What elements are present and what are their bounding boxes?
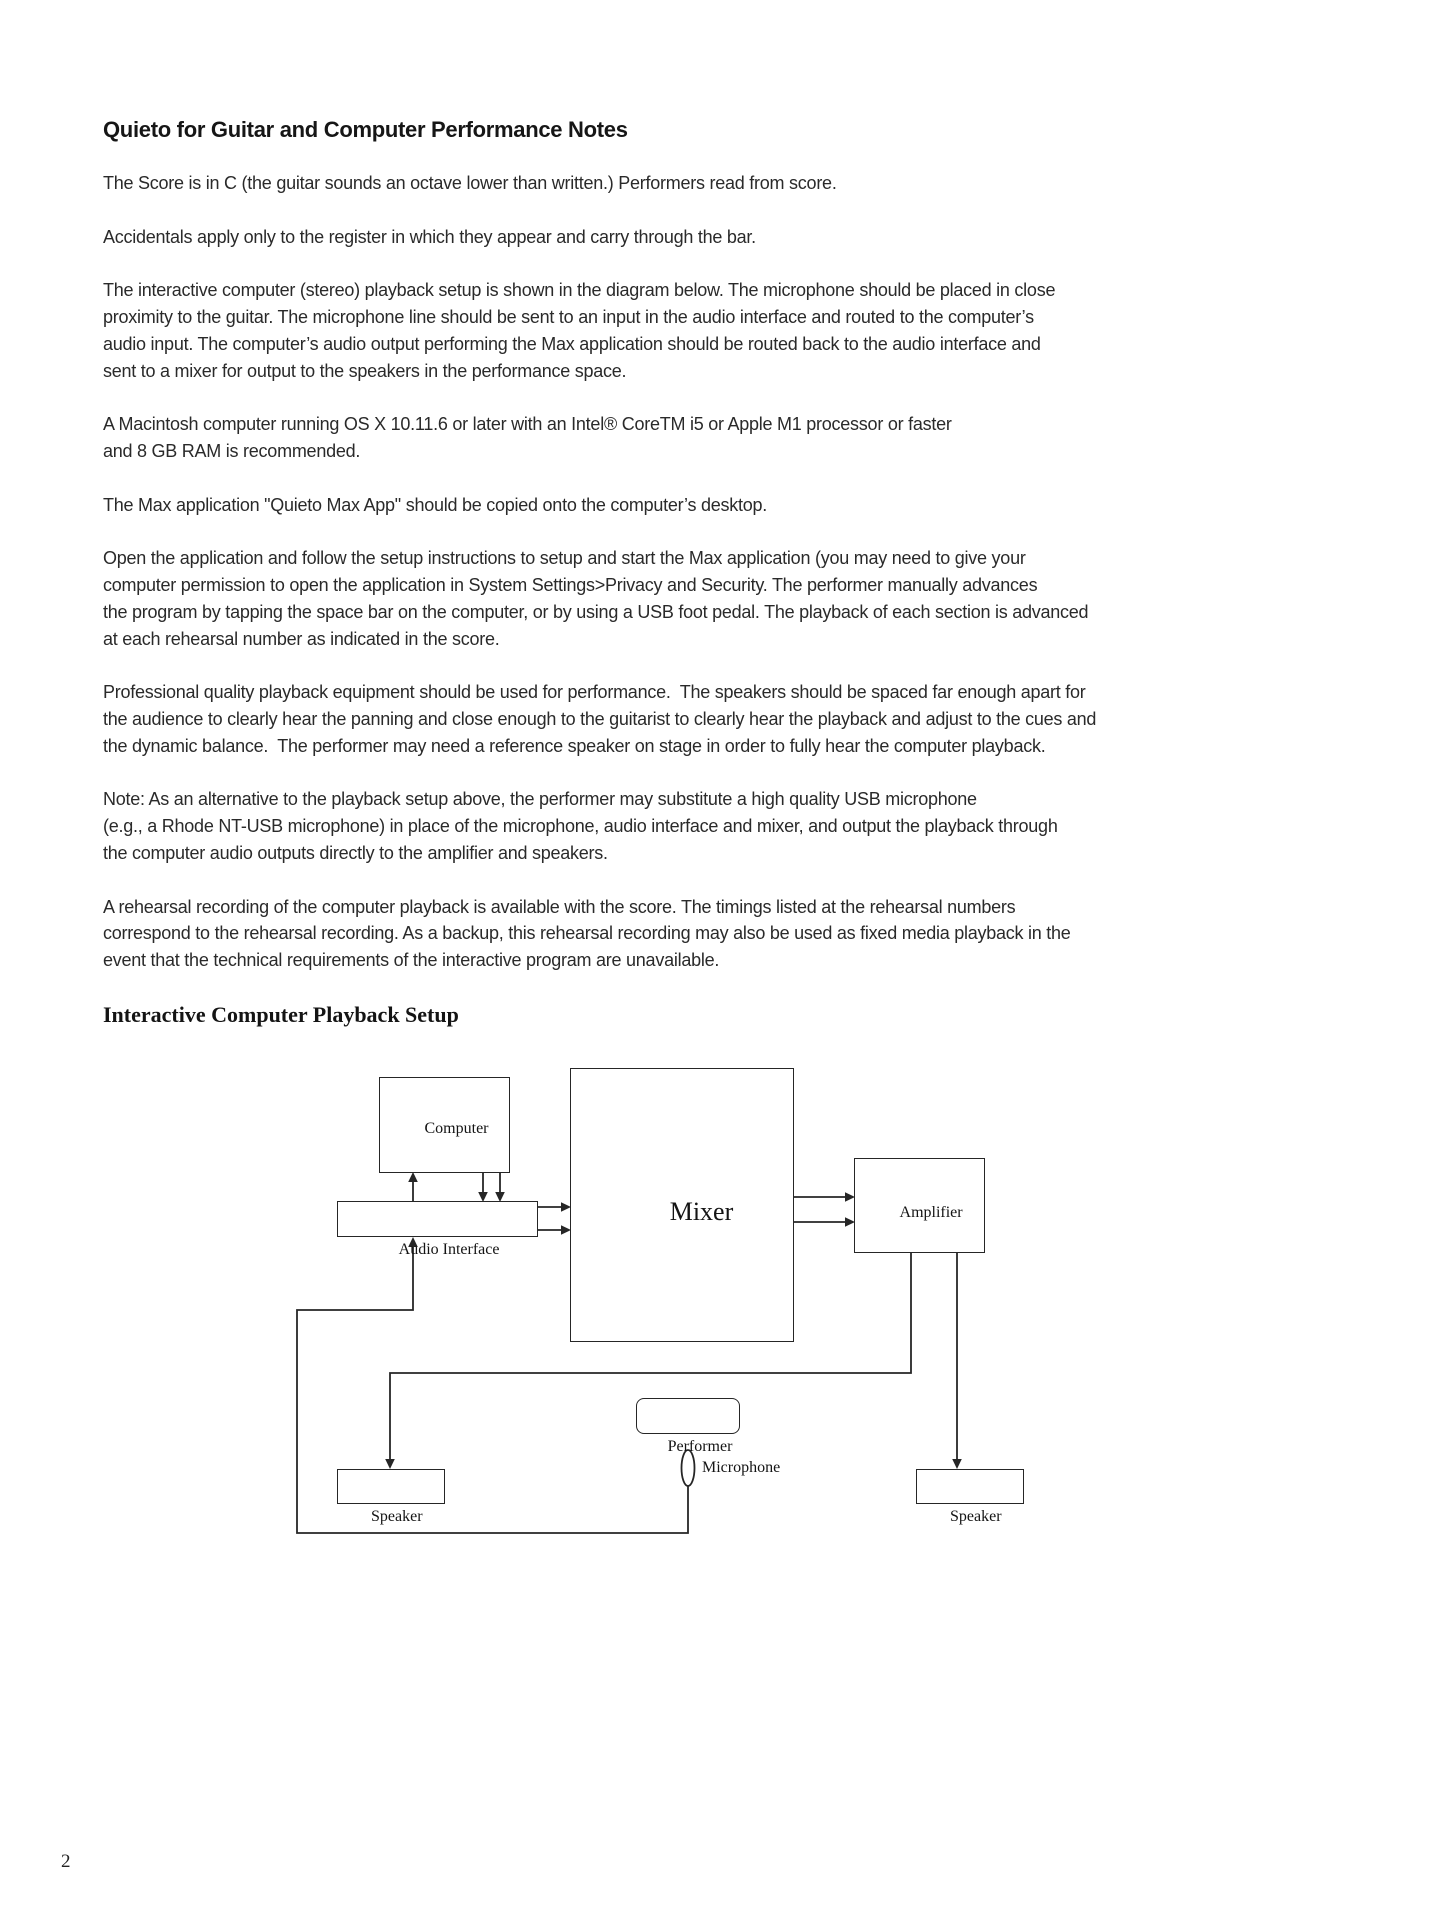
text-line: Open the application and follow the setup instructions to setup and start the Max application (you may need to give your	[103, 548, 1026, 569]
page-number: 2	[61, 1851, 71, 1872]
speaker-right-box	[916, 1469, 1024, 1525]
text-line: the computer audio outputs directly to the amplifier and speakers.	[103, 842, 608, 863]
text-line: A Macintosh computer running OS X 10.11.6 or later with an Intel® CoreTM i5 or Apple M1 processor or faster	[103, 414, 952, 435]
playback-setup-diagram	[0, 1050, 1445, 1630]
paragraph-equipment	[103, 679, 1133, 759]
performer-label: Performer	[667, 1438, 733, 1455]
text-line: The Score is in C (the guitar sounds an octave lower than written.) Performers read from score.	[103, 173, 837, 193]
text-line: correspond to the rehearsal recording. As a backup, this rehearsal recording may also be used as fixed media playback in the	[103, 923, 1071, 944]
speaker-right-label: Speaker	[950, 1508, 1002, 1525]
text-line: event that the technical requirements of the interactive program are unavailable.	[103, 950, 720, 971]
text-line: computer permission to open the application in System Settings>Privacy and Security. The performer manually advances	[103, 574, 1038, 595]
text-line: The Max application "Quieto Max App" should be copied onto the computer’s desktop.	[103, 494, 768, 515]
paragraph-rehearsal-recording	[103, 894, 1133, 974]
paragraph-setup	[103, 277, 1133, 384]
text-line: at each rehearsal number as indicated in the score.	[103, 628, 500, 649]
paragraph-requirements	[103, 411, 1133, 465]
text-line: the program by tapping the space bar on the computer, or by using a USB foot pedal. The playback of each section is advanced	[103, 601, 1089, 622]
performer-box	[636, 1398, 740, 1455]
text-line: the dynamic balance. The performer may need a reference speaker on stage in order to fully hear the computer playback.	[103, 735, 1046, 756]
text-line: proximity to the guitar. The microphone line should be sent to an input in the audio interface and routed to the computer’s	[103, 306, 1034, 327]
arrowhead-down-icon	[385, 1459, 395, 1469]
speaker-left-label: Speaker	[371, 1508, 423, 1525]
amplifier-box	[854, 1158, 985, 1253]
text-line: Note: As an alternative to the playback setup above, the performer may substitute a high quality USB microphone	[103, 789, 977, 810]
text-line: audio input. The computer’s audio output performing the Max application should be routed back to the audio interface and	[103, 333, 1041, 354]
text-line: sent to a mixer for output to the speakers in the performance space.	[103, 360, 627, 381]
speaker-left-box	[337, 1469, 445, 1525]
computer-box	[379, 1077, 510, 1173]
performance-notes-text	[103, 116, 1133, 1028]
paragraph-note-alternative	[103, 786, 1133, 866]
arrowhead-down-icon	[952, 1459, 962, 1469]
text-line: Accidentals apply only to the register in which they appear and carry through the bar.	[103, 226, 756, 247]
text-line: Professional quality playback equipment should be used for performance. The speakers should be spaced far enough apart for	[103, 682, 1086, 703]
page-title: Quieto for Guitar and Computer Performance Notes	[103, 117, 628, 142]
paragraph-open-application	[103, 545, 1133, 652]
mixer-label: Mixer	[669, 1197, 734, 1226]
mixer-box	[570, 1068, 794, 1342]
amplifier-label: Amplifier	[899, 1204, 963, 1221]
paragraph-score	[103, 170, 1133, 197]
text-line: (e.g., a Rhode NT-USB microphone) in place of the microphone, audio interface and mixer, and output the playback through	[103, 816, 1058, 837]
paragraph-accidentals	[103, 224, 1133, 251]
arrowhead-up-icon	[408, 1172, 418, 1182]
audio-interface-label: Audio Interface	[398, 1241, 500, 1258]
diagram-heading: Interactive Computer Playback Setup	[103, 1001, 459, 1027]
paragraph-max-app	[103, 492, 1133, 519]
text-line: the audience to clearly hear the panning and close enough to the guitarist to clearly hear the playback and adjust to the cues and	[103, 708, 1097, 729]
text-line: A rehearsal recording of the computer playback is available with the score. The timings listed at the rehearsal numbers	[103, 896, 1016, 917]
text-line: The interactive computer (stereo) playback setup is shown in the diagram below. The microphone should be placed in close	[103, 280, 1056, 301]
microphone-label: Microphone	[702, 1459, 781, 1476]
computer-label: Computer	[424, 1120, 489, 1137]
text-line: and 8 GB RAM is recommended.	[103, 440, 361, 461]
audio-interface-box	[337, 1201, 538, 1258]
